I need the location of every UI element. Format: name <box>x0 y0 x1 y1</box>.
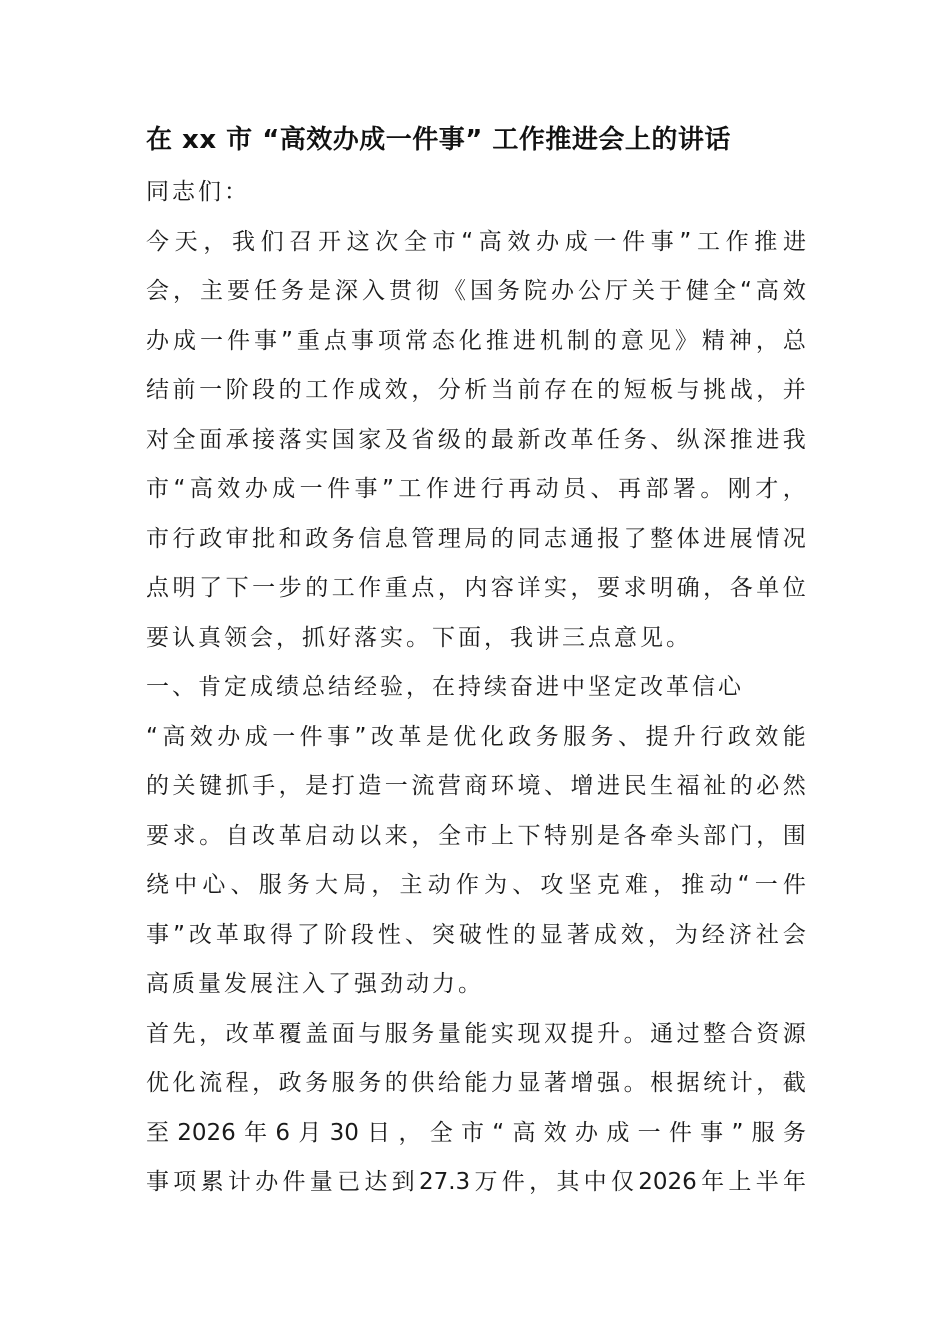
text-line: 结 前 一 阶 段 的 工 作 成 效 ， 分 析 当 前 存 在 的 短 板 与 挑 战 ， 并 <box>146 377 806 403</box>
paragraph-first-point <box>146 1010 806 1208</box>
paragraph-greeting <box>146 168 806 218</box>
text-line: 绕 中 心 、 服 务 大 局 ， 主 动 作 为 、 攻 坚 克 难 ， 推 动 “ 一 件 <box>146 872 806 898</box>
paragraph-intro <box>146 218 806 664</box>
text-line: 对 全 面 承 接 落 实 国 家 及 省 级 的 最 新 改 革 任 务 、 纵 深 推 进 我 <box>146 426 806 453</box>
text-line: 办 成 一 件 事 ” 重 点 事 项 常 态 化 推 进 机 制 的 意 见 》 精 神 ， 总 <box>146 327 806 354</box>
paragraph-section-1-heading <box>146 663 806 713</box>
text-line: 今 天 ， 我 们 召 开 这 次 全 市 “ 高 效 办 成 一 件 事 ” 工 作 推 进 <box>146 228 806 255</box>
document-title: 在 xx 市 “高效办成一件事” 工作推进会上的讲话 <box>146 125 731 155</box>
document-body <box>146 112 806 1208</box>
paragraph-section-1-body <box>146 713 806 1010</box>
text-line: 要认真领会，抓好落实。下面，我讲三点意见。 <box>146 624 692 651</box>
paragraph-list <box>146 168 806 1208</box>
text-line: 会 ， 主 要 任 务 是 深 入 贯 彻 《 国 务 院 办 公 厅 关 于 健 全 “ 高 效 <box>146 278 806 304</box>
text-line: 的 关 键 抓 手 ， 是 打 造 一 流 营 商 环 境 、 增 进 民 生 福 祉 的 必 然 <box>146 773 806 799</box>
text-line: 至 2026 年 6 月 30 日 ， 全 市 “ 高 效 办 成 一 件 事 ” 服 务 <box>146 1119 806 1146</box>
text-line: 市 “ 高 效 办 成 一 件 事 ” 工 作 进 行 再 动 员 、 再 部 署 。 刚 才 ， <box>146 476 806 502</box>
text-line: 事 ” 改 革 取 得 了 阶 段 性 、 突 破 性 的 显 著 成 效 ， 为 经 济 社 会 <box>146 921 806 948</box>
text-line: 首 先 ， 改 革 覆 盖 面 与 服 务 量 能 实 现 双 提 升 。 通 过 整 合 资 源 <box>146 1020 806 1047</box>
text-line: 优 化 流 程 ， 政 务 服 务 的 供 给 能 力 显 著 增 强 。 根 据 统 计 ， 截 <box>146 1070 806 1096</box>
text-line: 高质量发展注入了强劲动力。 <box>146 971 484 997</box>
text-line: 点 明 了 下 一 步 的 工 作 重 点 ， 内 容 详 实 ， 要 求 明 确 ， 各 单 位 <box>146 575 806 601</box>
text-line: 事 项 累 计 办 件 量 已 达 到 27.3 万 件 ， 其 中 仅 2026 年 上 半 年 <box>146 1169 806 1195</box>
text-line: 一、肯定成绩总结经验，在持续奋进中坚定改革信心 <box>146 674 744 700</box>
text-line: “ 高 效 办 成 一 件 事 ” 改 革 是 优 化 政 务 服 务 、 提 升 行 政 效 能 <box>146 723 806 750</box>
text-line: 要 求 。 自 改 革 启 动 以 来 ， 全 市 上 下 特 别 是 各 牵 头 部 门 ， 围 <box>146 822 806 849</box>
text-line: 同志们： <box>146 179 250 205</box>
text-line: 市 行 政 审 批 和 政 务 信 息 管 理 局 的 同 志 通 报 了 整 体 进 展 情 况 <box>146 525 806 552</box>
